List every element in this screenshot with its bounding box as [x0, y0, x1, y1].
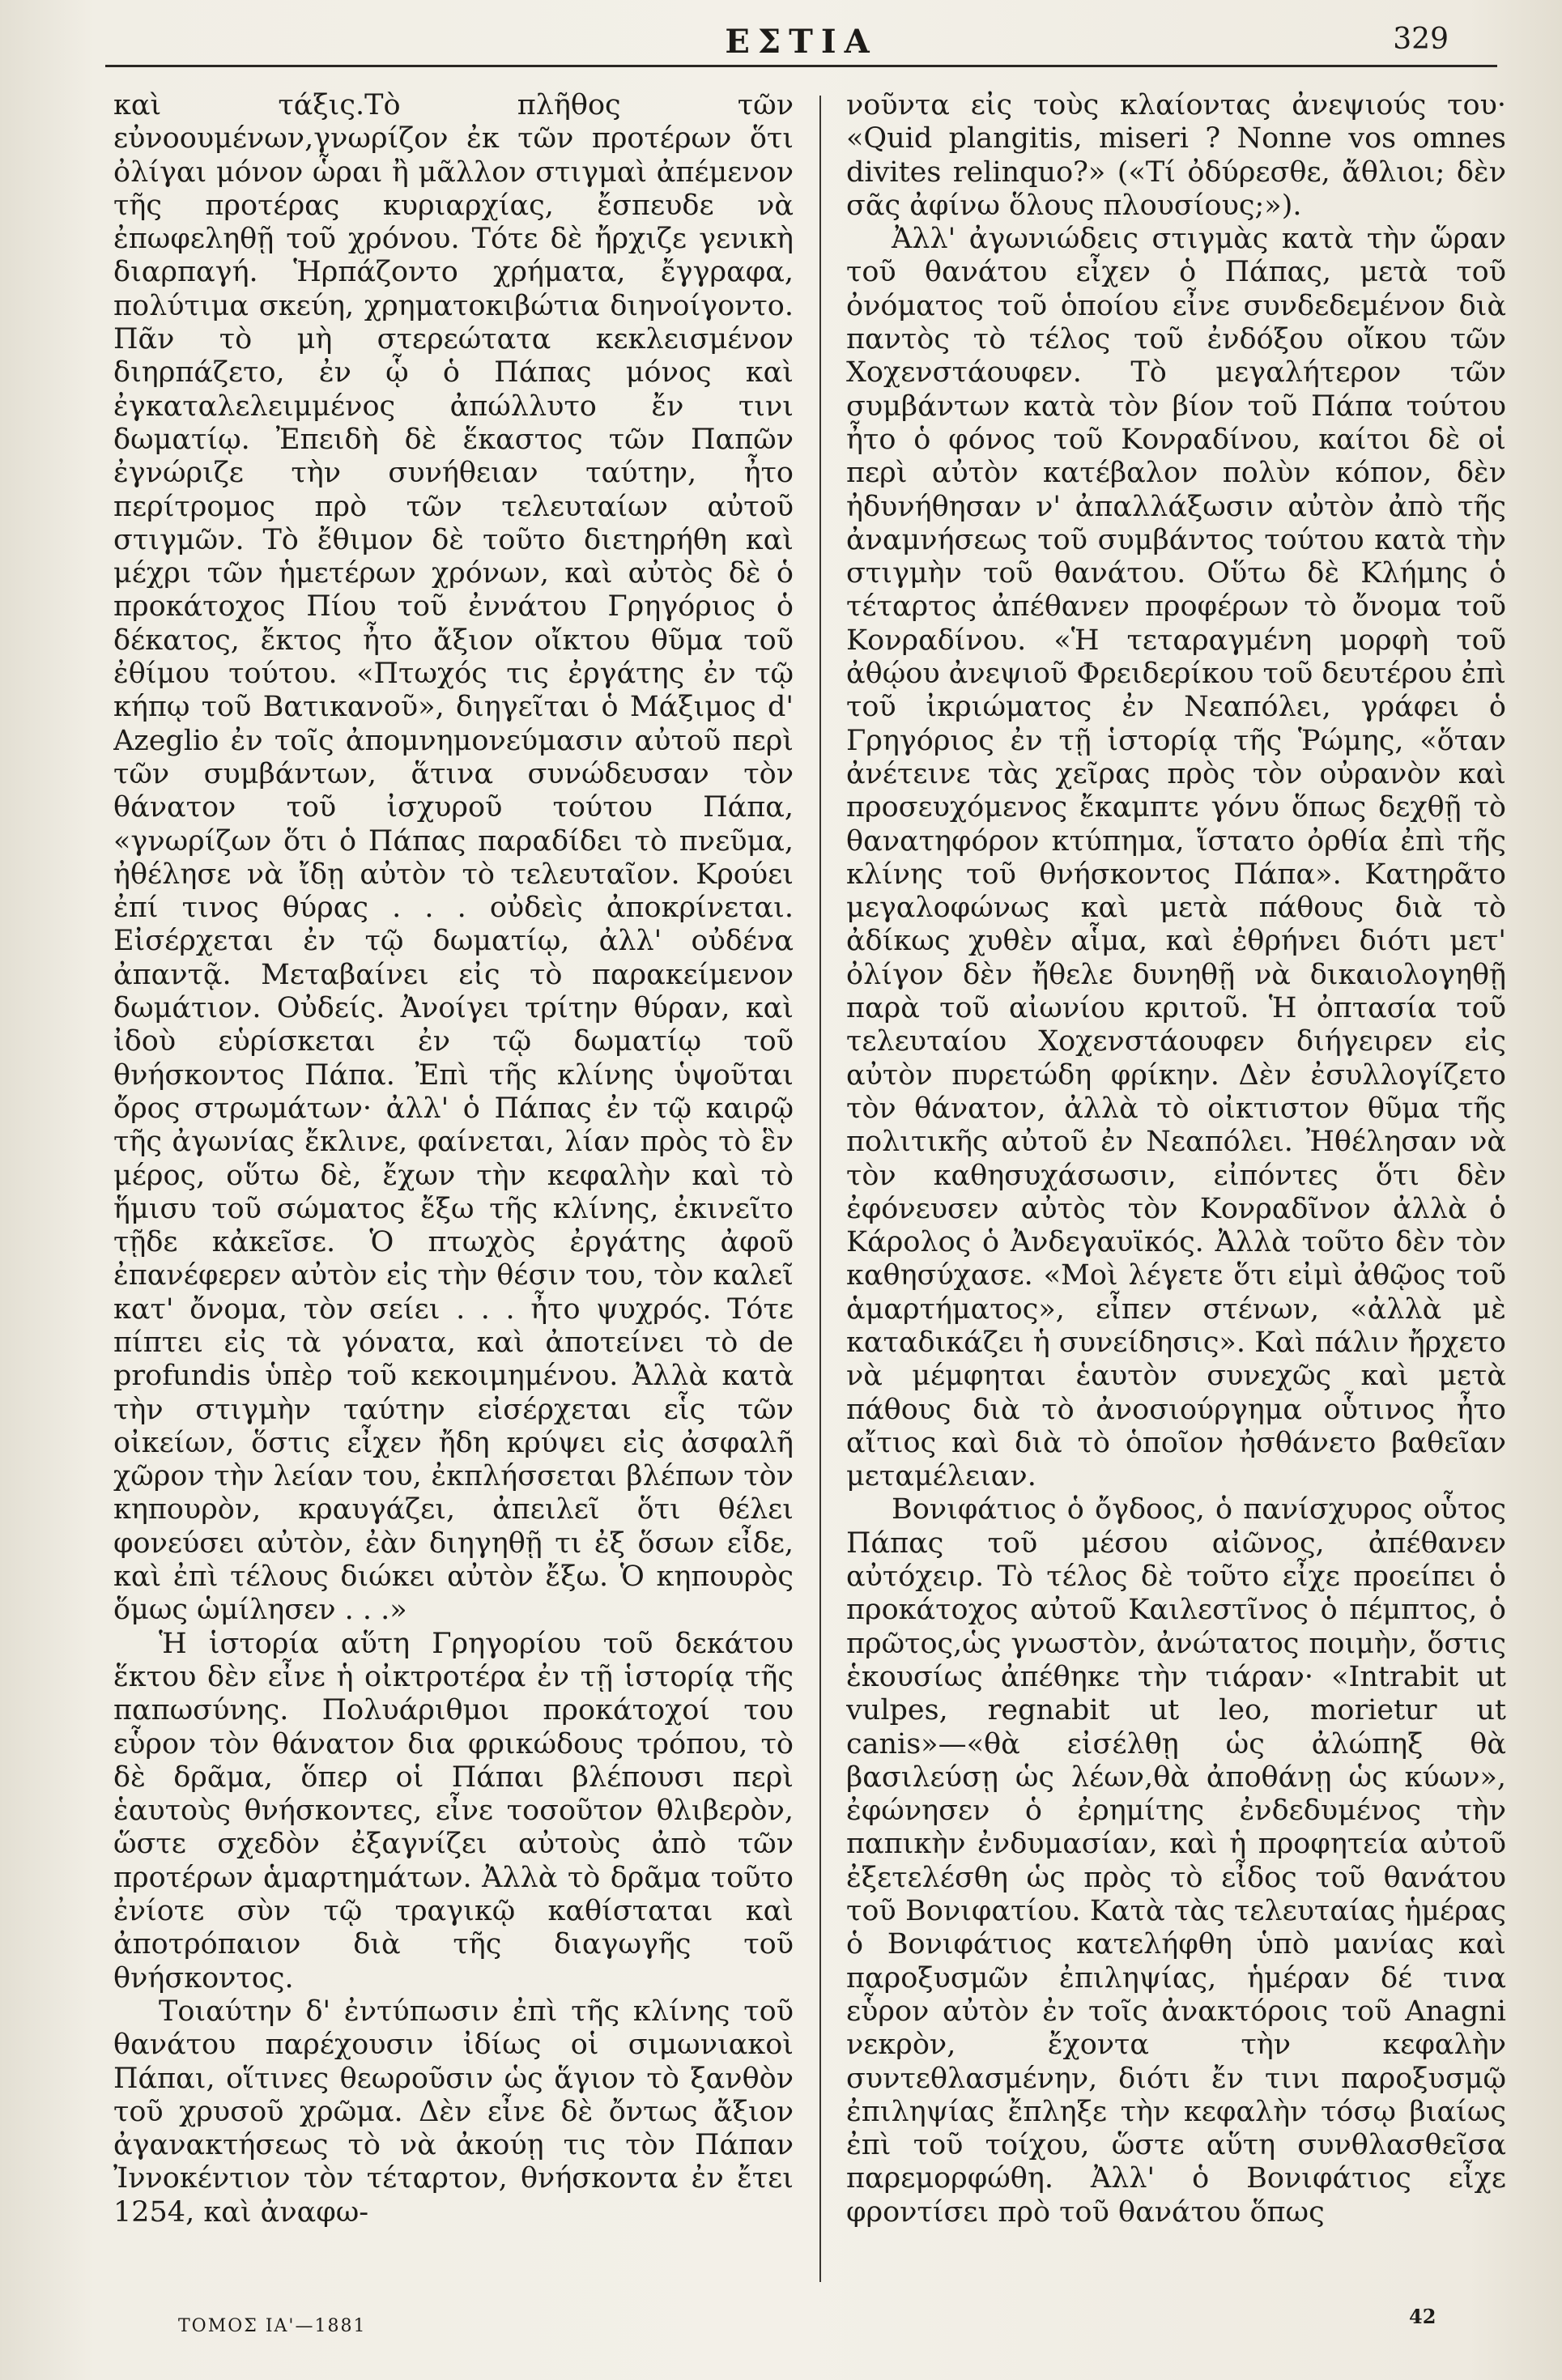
- left-paragraph-2: Ἡ ἱστορία αὕτη Γρηγορίου τοῦ δεκάτου ἕκτου δὲν εἶνε ἡ οἰκτροτέρα ἐν τῇ ἱστορίᾳ τῆς παπωσύνης. Πολυάριθμοι προκάτοχοί του εὗρον τὸν θάνατον δια φρικώδους τρόπου, τὸ δὲ δρᾶμα, ὅπερ οἱ Πάπαι βλέπουσι περὶ ἑαυτοὺς θνήσκοντες, εἶνε τοσοῦτον θλιβερὸν, ὥστε σχεδὸν ἐξαγνίζει αὐτοὺς ἀπὸ τῶν προτέρων ἁμαρτημάτων. Ἀλλὰ τὸ δρᾶμα τοῦτο ἐνίοτε σὺν τῷ τραγικῷ καθίσταται καὶ ἀποτρόπαιον διὰ τῆς διαγωγῆς τοῦ θνήσκοντος.: [113, 1627, 794, 1995]
- header-rule: [105, 65, 1497, 67]
- journal-title: ΕΣΤΙΑ: [725, 23, 878, 61]
- left-paragraph-3: Τοιαύτην δ' ἐντύπωσιν ἐπὶ τῆς κλίνης τοῦ θανάτου παρέχουσιν ἰδίως οἱ σιμωνιακοὶ Πάπαι, οἵτινες θεωροῦσιν ὡς ἅγιον τὸ ξανθὸν τοῦ χρυσοῦ χρῶμα. Δὲν εἶνε δὲ ὄντως ἄξιον ἀγανακτήσεως τὸ νὰ ἀκούῃ τις τὸν Πάπαν Ἰννοκέντιον τὸν τέταρτον, θνήσκοντα ἐν ἔτει 1254, καὶ ἀναφω-: [113, 1995, 794, 2229]
- left-column: [113, 89, 794, 2259]
- right-paragraph-2: Ἀλλ' ἀγωνιώδεις στιγμὰς κατὰ τὴν ὥραν τοῦ θανάτου εἶχεν ὁ Πάπας, μετὰ τοῦ ὀνόματος τοῦ ὁποίου εἶνε συνδεδεμένον διὰ παντὸς τὸ τέλος τοῦ ἐνδόξου οἴκου τῶν Χοχενστάουφεν. Τὸ μεγαλήτερον τῶν συμβάντων κατὰ τὸν βίον τοῦ Πάπα τούτου ἦτο ὁ φόνος τοῦ Κονραδίνου, καίτοι δὲ οἱ περὶ αὐτὸν κατέβαλον πολὺν κόπον, δὲν ἠδυνήθησαν ν' ἀπαλλάξωσιν αὐτὸν ἀπὸ τῆς ἀναμνήσεως τοῦ συμβάντος τούτου κατὰ τὴν στιγμὴν τοῦ θανάτου. Οὕτω δὲ Κλήμης ὁ τέταρτος ἀπέθανεν προφέρων τὸ ὄνομα τοῦ Κονραδίνου. «Ἡ τεταραγμένη μορφὴ τοῦ ἀθῴου ἀνεψιοῦ Φρειδερίκου τοῦ δευτέρου ἐπὶ τοῦ ἰκριώματος ἐν Νεαπόλει, γράφει ὁ Γρηγόριος ἐν τῇ ἱστορίᾳ τῆς Ῥώμης, «ὅταν ἀνέτεινε τὰς χεῖρας πρὸς τὸν οὐρανὸν καὶ προσευχόμενος ἔκαμπτε γόνυ ὅπως δεχθῇ τὸ θανατηφόρον κτύπημα, ἵστατο ὀρθία ἐπὶ τῆς κλίνης τοῦ θνήσκοντος Πάπα». Κατηρᾶτο μεγαλοφώνως καὶ μετὰ πάθους διὰ τὸ ἀδίκως χυθὲν αἷμα, καὶ ἐθρήνει διότι μετ' ὀλίγον δὲν ἤθελε δυνηθῇ νὰ δικαιολογηθῇ παρὰ τοῦ αἰωνίου κριτοῦ. Ἡ ὀπτασία τοῦ τελευταίου Χοχενστάουφεν διήγειρεν εἰς αὐτὸν πυρετώδη φρίκην. Δὲν ἐσυλλογίζετο τὸν θάνατον, ἀλλὰ τὸ οἰκτιστον θῦμα τῆς πολιτικῆς αὐτοῦ ἐν Νεαπόλει. Ἠθέλησαν νὰ τὸν καθησυχάσωσιν, εἰπόντες ὅτι δὲν ἐφόνευσεν αὐτὸς τὸν Κονραδῖνον ἀλλὰ ὁ Κάρολος ὁ Ἀνδεγαυϊκός. Ἀλλὰ τοῦτο δὲν τὸν καθησύχασε. «Μοὶ λέγετε ὅτι εἰμὶ ἀθῷος τοῦ ἁμαρτήματος», εἶπεν στένων, «ἀλλὰ μὲ καταδικάζει ἡ συνείδησις». Καὶ πάλιν ἤρχετο νὰ μέμφηται ἑαυτὸν συνεχῶς καὶ μετὰ πάθους διὰ τὸ ἀνοσιούργημα οὗτινος ἦτο αἴτιος καὶ διὰ τὸ ὁποῖον ἠσθάνετο βαθεῖαν μεταμέλειαν.: [846, 223, 1506, 1493]
- page-number: 329: [1393, 23, 1449, 56]
- running-head: [105, 16, 1497, 65]
- right-paragraph-3: Βονιφάτιος ὁ ὄγδοος, ὁ πανίσχυρος οὗτος Πάπας τοῦ μέσου αἰῶνος, ἀπέθανεν αὐτόχειρ. Τὸ τέλος δὲ τοῦτο εἶχε προείπει ὁ προκάτοχος αὐτοῦ Καιλεστῖνος ὁ πέμπτος, ὁ πρῶτος,ὡς γνωστὸν, ἀνώτατος ποιμὴν, ὅστις ἑκουσίως ἀπέθηκε τὴν τιάραν· «Intrabit ut vulpes, regnabit ut leo, morietur ut canis»—«θὰ εἰσέλθῃ ὡς ἀλώπηξ θὰ βασιλεύσῃ ὡς λέων,θὰ ἀποθάνῃ ὡς κύων», ἐφώνησεν ὁ ἐρημίτης ἐνδεδυμένος τὴν παπικὴν ἐνδυμασίαν, καὶ ἡ προφητεία αὐτοῦ ἐξετελέσθη ὡς πρὸς τὸ εἶδος τοῦ θανάτου τοῦ Βονιφατίου. Κατὰ τὰς τελευταίας ἡμέρας ὁ Βονιφάτιος κατελήφθη ὑπὸ μανίας καὶ παροξυσμῶν ἐπιληψίας, ἡμέραν δέ τινα εὗρον αὐτὸν ἐν τοῖς ἀνακτόροις τοῦ Anagni νεκρὸν, ἔχοντα τὴν κεφαλὴν συντεθλασμένην, διότι ἔν τινι παροξυσμῷ ἐπιληψίας ἔπληξε τὴν κεφαλὴν τόσῳ βιαίως ἐπὶ τοῦ τοίχου, ὥστε αὕτη συνθλασθεῖσα παρεμορφώθη. Ἀλλ' ὁ Βονιφάτιος εἶχε φροντίσει πρὸ τοῦ θανάτου ὅπως: [846, 1493, 1506, 2229]
- column-divider: [819, 96, 821, 2282]
- volume-signature: ΤΟΜΟΣ ΙΑ'—1881: [178, 2316, 367, 2336]
- right-paragraph-1: νοῦντα εἰς τοὺς κλαίοντας ἀνεψιούς του· «Quid plangitis, miseri ? Nonne vos omnes divites relinquo?» («Τί ὀδύρεσθε, ἄθλιοι; δὲν σᾶς ἀφίνω ὅλους πλουσίους;»).: [846, 89, 1506, 222]
- left-paragraph-1: καὶ τάξις.Τὸ πλῆθος τῶν εὐνοουμένων,γνωρίζον ἐκ τῶν προτέρων ὅτι ὀλίγαι μόνον ὧραι ἢ μᾶλλον στιγμαὶ ἀπέμενον τῆς προτέρας κυριαρχίας, ἔσπευδε νὰ ἐπωφεληθῇ τοῦ χρόνου. Τότε δὲ ἤρχιζε γενικὴ διαρπαγή. Ἡρπάζοντο χρήματα, ἔγγραφα, πολύτιμα σκεύη, χρηματοκιβώτια διηνοίγοντο. Πᾶν τὸ μὴ στερεώτατα κεκλεισμένον διηρπάζετο, ἐν ᾧ ὁ Πάπας μόνος καὶ ἐγκαταλελειμμένος ἀπώλλυτο ἔν τινι δωματίῳ. Ἐπειδὴ δὲ ἕκαστος τῶν Παπῶν ἐγνώριζε τὴν συνήθειαν ταύτην, ἦτο περίτρομος πρὸ τῶν τελευταίων αὐτοῦ στιγμῶν. Τὸ ἔθιμον δὲ τοῦτο διετηρήθη καὶ μέχρι τῶν ἡμετέρων χρόνων, καὶ αὐτὸς δὲ ὁ προκάτοχος Πίου τοῦ ἐννάτου Γρηγόριος ὁ δέκατος, ἔκτος ἦτο ἄξιον οἴκτου θῦμα τοῦ ἐθίμου τούτου. «Πτωχός τις ἐργάτης ἐν τῷ κήπῳ τοῦ Βατικανοῦ», διηγεῖται ὁ Μάξιμος d' Azeglio ἐν τοῖς ἀπομνημονεύμασιν αὐτοῦ περὶ τῶν συμβάντων, ἅτινα συνώδευσαν τὸν θάνατον τοῦ ἰσχυροῦ τούτου Πάπα, «γνωρίζων ὅτι ὁ Πάπας παραδίδει τὸ πνεῦμα, ἠθέλησε νὰ ἴδῃ αὐτὸν τὸ τελευταῖον. Κρούει ἐπί τινος θύρας . . . οὐδεὶς ἀποκρίνεται. Εἰσέρχεται ἐν τῷ δωματίῳ, ἀλλ' οὐδένα ἀπαντᾷ. Μεταβαίνει εἰς τὸ παρακείμενον δωμάτιον. Οὐδείς. Ἀνοίγει τρίτην θύραν, καὶ ἰδοὺ εὑρίσκεται ἐν τῷ δωματίῳ τοῦ θνήσκοντος Πάπα. Ἐπὶ τῆς κλίνης ὑψοῦται ὄρος στρωμάτων· ἀλλ' ὁ Πάπας ἐν τῷ καιρῷ τῆς ἀγωνίας ἔκλινε, φαίνεται, λίαν πρὸς τὸ ἓν μέρος, οὕτω δὲ, ἔχων τὴν κεφαλὴν καὶ τὸ ἥμισυ τοῦ σώματος ἔξω τῆς κλίνης, ἐκινεῖτο τῇδε κἀκεῖσε. Ὁ πτωχὸς ἐργάτης ἀφοῦ ἐπανέφερεν αὐτὸν εἰς τὴν θέσιν του, τὸν καλεῖ κατ' ὄνομα, τὸν σείει . . . ἦτο ψυχρός. Τότε πίπτει εἰς τὰ γόνατα, καὶ ἀποτείνει τὸ de profundis ὑπὲρ τοῦ κεκοιμημένου. Ἀλλὰ κατὰ τὴν στιγμὴν ταύτην εἰσέρχεται εἷς τῶν οἰκείων, ὅστις εἶχεν ἤδη κρύψει εἰς ἀσφαλῆ χῶρον τὴν λείαν του, ἐκπλήσσεται βλέπων τὸν κηπουρὸν, κραυγάζει, ἀπειλεῖ ὅτι θέλει φονεύσει αὐτὸν, ἐὰν διηγηθῇ τι ἐξ ὅσων εἶδε, καὶ ἐπὶ τέλους διώκει αὐτὸν ἔξω. Ὁ κηπουρὸς ὅμως ὡμίλησεν . . .»: [113, 89, 794, 1627]
- sheet-number: 42: [1409, 2305, 1436, 2328]
- right-column: [846, 89, 1506, 2259]
